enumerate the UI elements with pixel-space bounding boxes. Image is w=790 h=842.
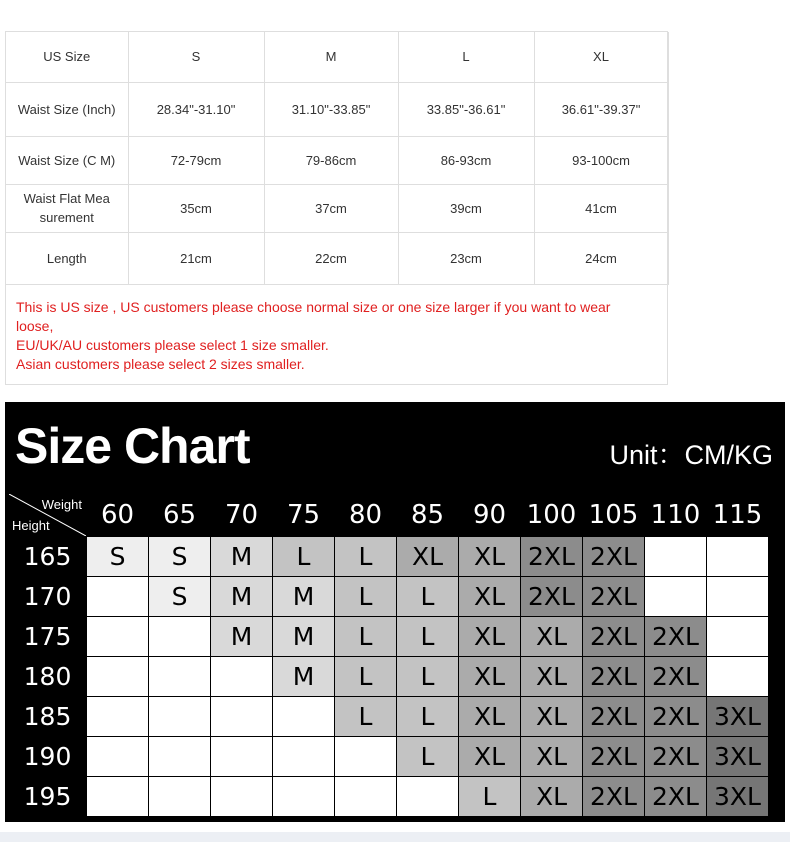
size-chart — [5, 402, 785, 822]
size-cell: L — [335, 537, 397, 577]
size-cell: XL — [397, 537, 459, 577]
weight-header-110: 110 — [645, 494, 707, 537]
size-cell: M — [211, 537, 273, 577]
size-cell — [211, 737, 273, 777]
size-cell: 2XL — [583, 777, 645, 817]
size-cell: 2XL — [583, 537, 645, 577]
size-grid — [8, 493, 769, 817]
size-cell: M — [211, 577, 273, 617]
size-cell: L — [335, 617, 397, 657]
corner-weight-label: Weight — [41, 497, 82, 512]
size-cell: XL — [459, 617, 521, 657]
size-cell: L — [397, 617, 459, 657]
size-cell: 3XL — [707, 777, 769, 817]
measure-cell: 33.85"-36.61" — [398, 82, 534, 136]
size-cell: 2XL — [521, 537, 583, 577]
size-cell: 2XL — [645, 777, 707, 817]
size-grid-row-175 — [9, 617, 769, 657]
measure-cell: 28.34"-31.10" — [128, 82, 264, 136]
size-cell: XL — [521, 657, 583, 697]
size-cell — [87, 697, 149, 737]
weight-header-60: 60 — [87, 494, 149, 537]
size-cell — [149, 697, 211, 737]
size-cell: 2XL — [645, 697, 707, 737]
size-cell: L — [335, 657, 397, 697]
size-cell — [149, 737, 211, 777]
size-cell — [707, 617, 769, 657]
size-grid-row-185 — [9, 697, 769, 737]
measure-header-cell: US Size — [6, 32, 128, 82]
size-cell: XL — [459, 537, 521, 577]
measure-cell: 37cm — [264, 184, 398, 232]
size-notes — [16, 298, 646, 374]
size-cell: M — [273, 617, 335, 657]
size-cell — [211, 657, 273, 697]
measure-header-cell: L — [398, 32, 534, 82]
size-cell: M — [273, 577, 335, 617]
weight-header-90: 90 — [459, 494, 521, 537]
size-cell: XL — [459, 577, 521, 617]
size-cell — [273, 777, 335, 817]
size-cell — [273, 737, 335, 777]
size-grid-header-row — [9, 494, 769, 537]
size-cell: L — [397, 577, 459, 617]
bottom-strip — [0, 832, 790, 842]
size-cell: XL — [521, 617, 583, 657]
size-chart-title: Size Chart — [15, 418, 250, 474]
size-cell — [87, 617, 149, 657]
size-cell: L — [335, 697, 397, 737]
size-cell — [149, 777, 211, 817]
size-grid-row-180 — [9, 657, 769, 697]
height-header-185: 185 — [9, 697, 87, 737]
weight-header-115: 115 — [707, 494, 769, 537]
measure-header-cell: S — [128, 32, 264, 82]
size-note-us: This is US size , US customers please choose normal size or one size larger if you want to wear loose, — [16, 299, 611, 334]
height-header-190: 190 — [9, 737, 87, 777]
measure-cell: 86-93cm — [398, 136, 534, 184]
size-grid-row-195 — [9, 777, 769, 817]
measure-row-label: Waist Size (C M) — [6, 136, 128, 184]
size-cell: L — [459, 777, 521, 817]
size-cell: L — [397, 657, 459, 697]
size-cell — [707, 577, 769, 617]
size-cell — [211, 777, 273, 817]
size-cell — [149, 617, 211, 657]
size-cell: M — [273, 657, 335, 697]
size-cell — [335, 737, 397, 777]
size-cell: XL — [521, 737, 583, 777]
weight-header-65: 65 — [149, 494, 211, 537]
weight-header-80: 80 — [335, 494, 397, 537]
weight-header-85: 85 — [397, 494, 459, 537]
size-grid-wrapper — [8, 493, 769, 817]
measure-header-cell: M — [264, 32, 398, 82]
size-chart-unit: Unit：CM/KG — [609, 440, 773, 470]
size-cell — [707, 537, 769, 577]
size-cell: 2XL — [583, 617, 645, 657]
weight-header-105: 105 — [583, 494, 645, 537]
measure-cell: 36.61"-39.37" — [534, 82, 668, 136]
height-header-180: 180 — [9, 657, 87, 697]
weight-header-75: 75 — [273, 494, 335, 537]
measurement-table-container — [5, 31, 668, 385]
size-cell: L — [273, 537, 335, 577]
size-cell: L — [397, 737, 459, 777]
size-cell: L — [335, 577, 397, 617]
size-cell: 2XL — [583, 737, 645, 777]
size-cell — [707, 657, 769, 697]
grid-corner-cell — [9, 494, 87, 537]
size-cell: 2XL — [583, 697, 645, 737]
measure-cell: 93-100cm — [534, 136, 668, 184]
size-cell: XL — [459, 657, 521, 697]
size-note-eu: EU/UK/AU customers please select 1 size smaller. — [16, 337, 329, 353]
size-cell: S — [87, 537, 149, 577]
measure-row-waist-cm — [6, 136, 668, 184]
measure-cell: 24cm — [534, 232, 668, 284]
measure-cell: 39cm — [398, 184, 534, 232]
measure-row-waist-inch — [6, 82, 668, 136]
size-cell — [335, 777, 397, 817]
measure-header-row — [6, 32, 668, 82]
size-cell: S — [149, 537, 211, 577]
measure-cell: 22cm — [264, 232, 398, 284]
height-header-195: 195 — [9, 777, 87, 817]
size-cell — [211, 697, 273, 737]
size-cell: M — [211, 617, 273, 657]
measure-cell: 79-86cm — [264, 136, 398, 184]
measure-cell: 72-79cm — [128, 136, 264, 184]
measure-cell: 23cm — [398, 232, 534, 284]
size-grid-row-165 — [9, 537, 769, 577]
measure-row-label: Waist Size (Inch) — [6, 82, 128, 136]
measure-header-cell: XL — [534, 32, 668, 82]
size-cell: 3XL — [707, 697, 769, 737]
weight-header-70: 70 — [211, 494, 273, 537]
size-cell: S — [149, 577, 211, 617]
size-cell: 3XL — [707, 737, 769, 777]
size-cell — [87, 777, 149, 817]
size-grid-row-170 — [9, 577, 769, 617]
corner-height-label: Height — [12, 518, 50, 533]
measure-row-label: Length — [6, 232, 128, 284]
size-cell: XL — [521, 777, 583, 817]
size-cell: 2XL — [645, 737, 707, 777]
height-header-175: 175 — [9, 617, 87, 657]
size-note-asia: Asian customers please select 2 sizes smaller. — [16, 356, 305, 372]
size-cell — [273, 697, 335, 737]
size-cell: 2XL — [645, 657, 707, 697]
measurement-table — [6, 32, 669, 285]
size-cell — [87, 737, 149, 777]
height-header-170: 170 — [9, 577, 87, 617]
measure-row-length — [6, 232, 668, 284]
measure-cell: 35cm — [128, 184, 264, 232]
weight-header-100: 100 — [521, 494, 583, 537]
size-cell — [87, 577, 149, 617]
size-cell: XL — [521, 697, 583, 737]
height-header-165: 165 — [9, 537, 87, 577]
size-cell: 2XL — [645, 617, 707, 657]
measure-row-label: Waist Flat Mea surement — [6, 184, 128, 232]
size-cell — [645, 537, 707, 577]
size-cell — [397, 777, 459, 817]
measure-row-waist-flat — [6, 184, 668, 232]
size-cell — [87, 657, 149, 697]
size-cell: XL — [459, 697, 521, 737]
size-cell — [645, 577, 707, 617]
size-cell: 2XL — [521, 577, 583, 617]
size-cell — [149, 657, 211, 697]
measure-cell: 31.10"-33.85" — [264, 82, 398, 136]
size-cell: 2XL — [583, 657, 645, 697]
measure-cell: 21cm — [128, 232, 264, 284]
size-cell: XL — [459, 737, 521, 777]
measure-cell: 41cm — [534, 184, 668, 232]
size-cell: 2XL — [583, 577, 645, 617]
size-grid-row-190 — [9, 737, 769, 777]
size-cell: L — [397, 697, 459, 737]
